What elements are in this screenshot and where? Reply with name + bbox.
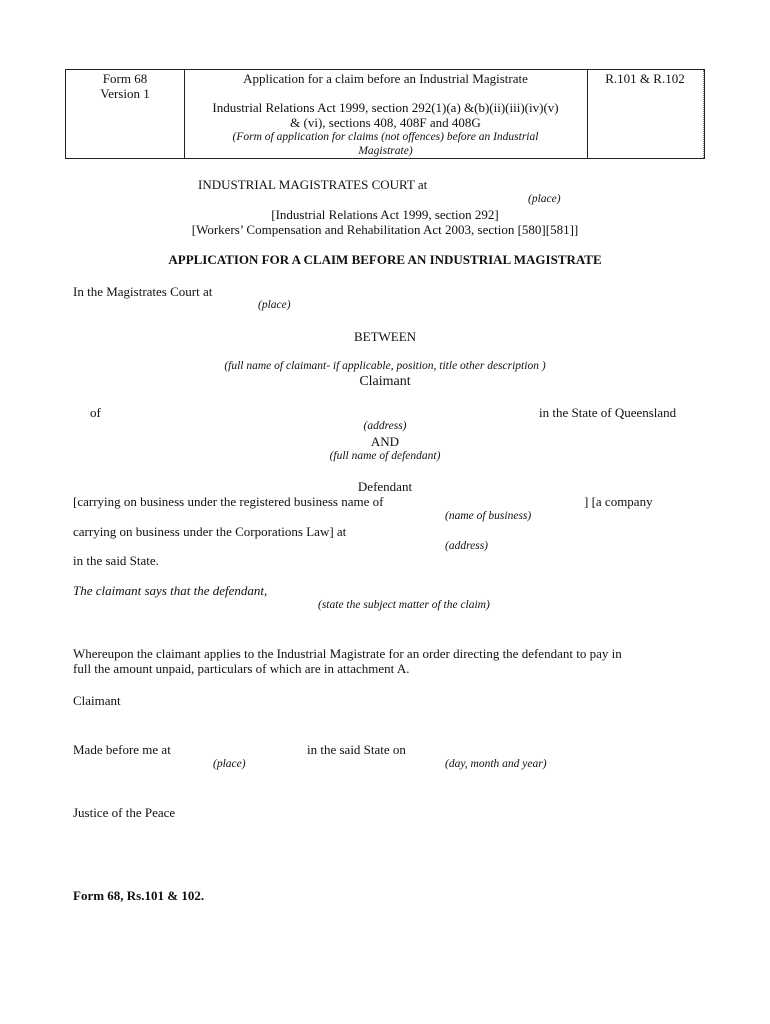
claim-subject-hint: (state the subject matter of the claim) bbox=[318, 599, 490, 611]
form-number: Form 68 bbox=[102, 71, 148, 86]
claimant-of-label: of bbox=[90, 405, 101, 420]
made-before-label: Made before me at bbox=[73, 742, 171, 757]
court-place-hint: (place) bbox=[528, 193, 561, 205]
justice-of-peace-label: Justice of the Peace bbox=[73, 805, 176, 820]
made-before-state-on: in the said State on bbox=[307, 742, 406, 757]
header-dotted-edge bbox=[703, 70, 704, 158]
act-reference-line-2: & (vi), sections 408, 408F and 408G bbox=[290, 115, 481, 130]
magistrates-court-label: In the Magistrates Court at bbox=[73, 284, 213, 299]
form-footer: Form 68, Rs.101 & 102. bbox=[73, 888, 205, 903]
rule-reference: R.101 & R.102 bbox=[605, 71, 685, 86]
whereupon-line-2: full the amount unpaid, particulars of which are in attachment A. bbox=[73, 661, 410, 676]
defendant-label: Defendant bbox=[357, 479, 413, 494]
form-note-line-1: (Form of application for claims (not offences) before an Industrial bbox=[232, 131, 539, 143]
company-bracket: ] [a company bbox=[584, 494, 653, 509]
claimant-label: Claimant bbox=[359, 374, 411, 389]
form-note-line-2: Magistrate) bbox=[358, 145, 413, 157]
claimant-state: in the State of Queensland bbox=[539, 405, 677, 420]
made-before-place-hint: (place) bbox=[213, 758, 246, 770]
magistrates-court-place-hint: (place) bbox=[258, 299, 291, 311]
court-act-2: [Workers’ Compensation and Rehabilitation Act 2003, section [580][581]] bbox=[191, 222, 579, 237]
claim-statement: The claimant says that the defendant, bbox=[73, 583, 268, 598]
and-label: AND bbox=[370, 434, 400, 449]
defendant-name-hint: (full name of defendant) bbox=[329, 450, 441, 462]
whereupon-line-1: Whereupon the claimant applies to the Industrial Magistrate for an order directing the defendant to pay in bbox=[73, 646, 622, 661]
claimant-signature-label: Claimant bbox=[73, 693, 121, 708]
form-header-table bbox=[65, 69, 705, 159]
claimant-name-hint: (full name of claimant- if applicable, position, title other description ) bbox=[224, 360, 546, 372]
form-title: Application for a claim before an Industrial Magistrate bbox=[243, 71, 528, 86]
court-name: INDUSTRIAL MAGISTRATES COURT at bbox=[198, 177, 428, 192]
corporations-line: carrying on business under the Corporations Law] at bbox=[73, 524, 347, 539]
page-title: APPLICATION FOR A CLAIM BEFORE AN INDUSTRIAL MAGISTRATE bbox=[168, 252, 602, 267]
form-number-cell bbox=[66, 71, 184, 101]
made-before-date-hint: (day, month and year) bbox=[445, 758, 547, 770]
business-name-hint: (name of business) bbox=[445, 510, 532, 522]
form-title-cell bbox=[184, 71, 587, 158]
business-name-line: [carrying on business under the registered business name of bbox=[73, 494, 384, 509]
claimant-address-hint: (address) bbox=[363, 420, 407, 432]
act-reference-line-1: Industrial Relations Act 1999, section 292(1)(a) &(b)(ii)(iii)(iv)(v) bbox=[212, 100, 559, 115]
defendant-address-hint: (address) bbox=[445, 540, 489, 552]
between-label: BETWEEN bbox=[353, 329, 417, 344]
form-version: Version 1 bbox=[100, 86, 150, 101]
court-act-1: [Industrial Relations Act 1999, section 292] bbox=[271, 207, 499, 222]
said-state-line: in the said State. bbox=[73, 553, 159, 568]
